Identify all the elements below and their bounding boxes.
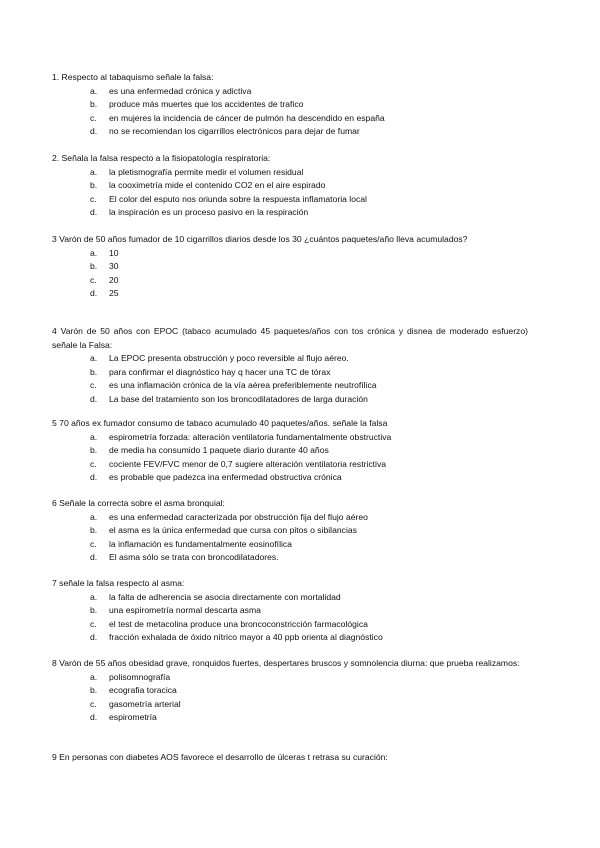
option-text: la inflamación es fundamentalmente eosinofílica [109,538,292,549]
question-5 [52,417,528,485]
option-item [52,538,528,552]
question-stem: 2. Señala la falsa respecto a la fisiopatología respiratoria: [52,153,271,163]
option-letter: a. [90,671,98,682]
question-stem: 7 señale la falsa respecto al asma: [52,578,185,588]
option-letter: c. [90,698,97,709]
option-item [52,431,528,445]
option-text: la pletismografía permite medir el volumen residual [109,166,304,177]
option-item [52,352,528,366]
option-letter: a. [90,166,98,177]
option-item [52,393,528,407]
option-letter: a. [90,247,98,258]
option-item [52,125,528,139]
option-item [52,511,528,525]
option-text: La base del tratamiento son los broncodilatadores de larga duración [109,393,368,404]
option-letter: a. [90,431,98,442]
option-list [52,591,528,645]
option-item [52,444,528,458]
option-letter: d. [90,207,98,218]
option-text: la falta de adherencia se asocia directamente con mortalidad [109,591,341,602]
option-text: La EPOC presenta obstrucción y poco reversible al flujo aéreo. [109,353,349,364]
question-9 [52,751,528,765]
option-letter: b. [90,99,98,110]
option-text: para confirmar el diagnóstico hay q hacer una TC de tórax [109,366,331,377]
option-item [52,98,528,112]
question-4 [52,325,528,407]
option-text: El color del esputo nos oriunda sobre la respuesta inflamatoria local [109,193,367,204]
option-item [52,671,528,685]
option-item [52,179,528,193]
option-text: el asma es la única enfermedad que cursa con pitos o sibilancias [109,525,357,536]
option-letter: d. [90,126,98,137]
option-letter: d. [90,393,98,404]
question-stem: 1. Respecto al tabaquismo señale la falsa: [52,72,214,82]
question-7 [52,577,528,645]
option-letter: b. [90,445,98,456]
option-letter: c. [90,112,97,123]
option-item [52,711,528,725]
option-letter: d. [90,552,98,563]
option-list [52,247,528,301]
option-letter: c. [90,274,97,285]
option-text: 25 [109,288,119,299]
option-item [52,524,528,538]
question-6 [52,497,528,565]
option-list [52,352,528,406]
option-letter: b. [90,366,98,377]
option-text: es una inflamación crónica de la vía aérea preferiblemente neutrofílica [109,380,377,391]
option-list [52,85,528,139]
option-letter: b. [90,605,98,616]
option-text: 10 [109,247,119,258]
question-3 [52,233,528,301]
option-letter: b. [90,525,98,536]
option-item [52,379,528,393]
option-item [52,274,528,288]
option-item [52,112,528,126]
option-text: es una enfermedad crónica y adictiva [109,85,252,96]
option-letter: b. [90,180,98,191]
option-text: gasometría arterial [109,698,181,709]
option-text: cociente FEV/FVC menor de 0,7 sugiere alteración ventilatoria restrictiva [109,458,387,469]
option-text: es probable que padezca ina enfermedad obstructiva crónica [109,472,342,483]
option-item [52,684,528,698]
question-1 [52,71,528,139]
option-letter: d. [90,472,98,483]
option-letter: a. [90,511,98,522]
option-letter: d. [90,712,98,723]
option-item [52,698,528,712]
question-8 [52,657,528,725]
option-text: espirometría forzada: alteración ventilatoria fundamentalmente obstructiva [109,431,392,442]
option-text: la inspiración es un proceso pasivo en la respiración [109,207,309,218]
option-text: El asma sólo se trata con broncodilatadores. [109,552,279,563]
option-text: espirometría [109,712,157,723]
option-item [52,206,528,220]
option-letter: c. [90,458,97,469]
option-list [52,431,528,485]
option-text: fracción exhalada de óxido nítrico mayor a 40 ppb orienta al diagnóstico [109,632,383,643]
option-letter: d. [90,288,98,299]
option-letter: c. [90,380,97,391]
option-letter: c. [90,538,97,549]
option-letter: b. [90,261,98,272]
option-text: el test de metacolina produce una broncoconstricción farmacológica [109,618,368,629]
option-item [52,247,528,261]
option-text: en mujeres la incidencia de cáncer de pulmón ha descendido en españa [109,112,385,123]
option-letter: a. [90,591,98,602]
option-text: polisomnografía [109,671,171,682]
option-text: produce más muertes que los accidentes de trafico [109,99,304,110]
option-item [52,193,528,207]
option-text: no se recomiendan los cigarrillos electrónicos para dejar de fumar [109,126,360,137]
option-item [52,551,528,565]
option-item [52,166,528,180]
option-letter: d. [90,632,98,643]
question-stem: 8 Varón de 55 años obesidad grave, ronquidos fuertes, despertares bruscos y somnolencia diurna: que prueba realizamos: [52,658,520,668]
question-stem: 6 Señale la correcta sobre el asma bronquial: [52,498,225,508]
option-item [52,260,528,274]
option-letter: c. [90,618,97,629]
option-item [52,471,528,485]
option-item [52,631,528,645]
option-list [52,166,528,220]
option-text: es una enfermedad caracterizada por obstrucción fija del flujo aéreo [109,511,368,522]
option-letter: a. [90,353,98,364]
question-stem: 3 Varón de 50 años fumador de 10 cigarrillos diarios desde los 30 ¿cuántos paquetes/año lleva acumulados? [52,234,468,244]
question-stem: 5 70 años ex fumador consumo de tabaco acumulado 40 paquetes/años. señale la falsa [52,418,388,428]
option-text: ecografia toracica [109,685,177,696]
option-item [52,458,528,472]
question-stem: 4 Varón de 50 años con EPOC (tabaco acumulado 45 paquetes/años con tos crónica y disnea de moderado esfuerzo) señale la Falsa: [52,326,528,350]
option-text: de media ha consumido 1 paquete diario durante 40 años [109,445,329,456]
option-text: una espirometría normal descarta asma [109,605,261,616]
option-item [52,287,528,301]
option-list [52,671,528,725]
option-item [52,618,528,632]
question-stem: 9 En personas con diabetes AOS favorece el desarrollo de úlceras t retrasa su curación: [52,752,388,762]
option-letter: a. [90,85,98,96]
option-letter: b. [90,685,98,696]
option-text: 20 [109,274,119,285]
option-letter: c. [90,193,97,204]
option-list [52,511,528,565]
option-text: la cooximetría mide el contenido CO2 en el aire espirado [109,180,326,191]
question-2 [52,152,528,220]
option-item [52,591,528,605]
option-item [52,85,528,99]
option-text: 30 [109,261,119,272]
option-item [52,366,528,380]
option-item [52,604,528,618]
